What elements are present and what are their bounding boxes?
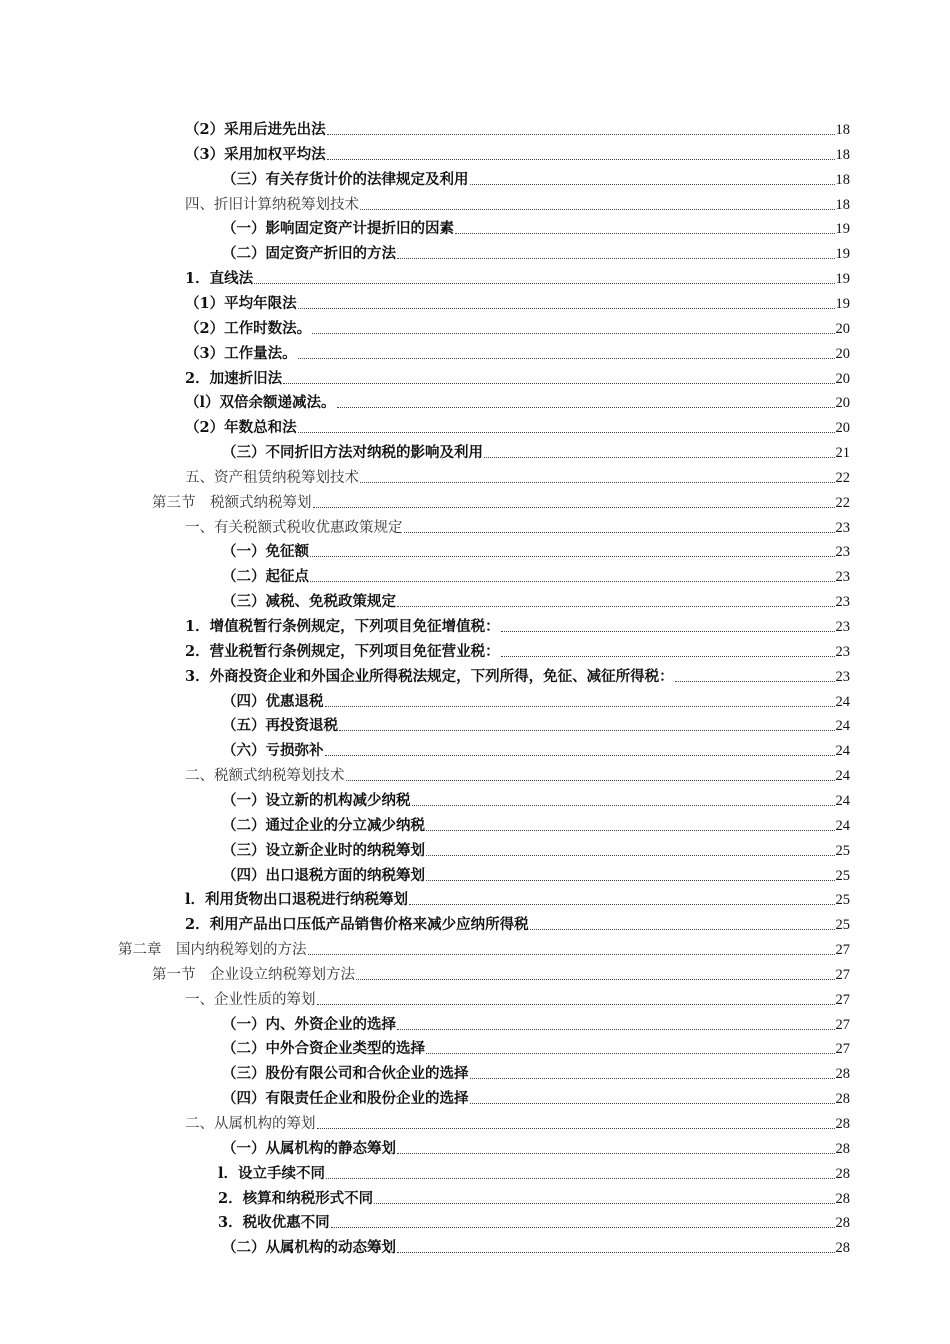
toc-entry-title: 二、税额式纳税筹划技术 bbox=[185, 768, 345, 785]
toc-page-number: 18 bbox=[835, 171, 850, 188]
toc-entry[interactable] bbox=[0, 463, 950, 488]
toc-page-number: 28 bbox=[835, 1190, 850, 1207]
toc-page-number: 28 bbox=[835, 1091, 850, 1108]
toc-page-number: 20 bbox=[835, 395, 850, 412]
toc-page-number: 18 bbox=[835, 196, 850, 213]
toc-dot-leader bbox=[360, 208, 835, 210]
toc-entry-title: （四）优惠退税 bbox=[222, 692, 324, 710]
toc-dot-leader bbox=[317, 1127, 835, 1129]
toc-entry[interactable] bbox=[0, 811, 950, 836]
toc-entry-title: （二）从属机构的动态筹划 bbox=[222, 1239, 396, 1257]
toc-dot-leader bbox=[675, 680, 835, 682]
toc-entry[interactable] bbox=[0, 1208, 950, 1233]
toc-dot-leader bbox=[325, 754, 835, 756]
toc-dot-leader bbox=[501, 630, 835, 632]
toc-entry-title: l．利用货物出口退税进行纳税筹划 bbox=[185, 891, 409, 909]
toc-dot-leader bbox=[501, 655, 835, 657]
toc-entry-title: （四）有限责任企业和股份企业的选择 bbox=[222, 1090, 469, 1108]
toc-entry-title: （2）采用后进先出法 bbox=[185, 121, 326, 138]
toc-entry-title: 3．税收优惠不同 bbox=[218, 1214, 330, 1232]
toc-dot-leader bbox=[426, 829, 835, 831]
toc-entry[interactable] bbox=[0, 1184, 950, 1209]
toc-dot-leader bbox=[308, 953, 835, 955]
toc-entry-title: 2．营业税暂行条例规定，下列项目免征营业税： bbox=[185, 642, 500, 660]
toc-dot-leader bbox=[455, 232, 835, 234]
toc-entry[interactable] bbox=[0, 165, 950, 190]
toc-page-number: 24 bbox=[835, 743, 850, 760]
toc-page-number: 24 bbox=[835, 718, 850, 735]
toc-entry-title: （3）工作量法。 bbox=[185, 344, 297, 362]
toc-page-number: 27 bbox=[835, 966, 850, 983]
toc-page-number: 20 bbox=[835, 320, 850, 337]
toc-entry[interactable] bbox=[0, 761, 950, 786]
toc-entry-title: （二）起征点 bbox=[222, 568, 309, 586]
toc-entry-title: （一）内、外资企业的选择 bbox=[222, 1015, 396, 1033]
toc-entry[interactable] bbox=[0, 1159, 950, 1184]
toc-entry-title: （二）通过企业的分立减少纳税 bbox=[222, 816, 425, 834]
toc-entry-title: 第二章 国内纳税筹划的方法 bbox=[118, 942, 307, 959]
toc-entry[interactable] bbox=[0, 960, 950, 985]
toc-entry[interactable] bbox=[0, 190, 950, 215]
toc-entry[interactable] bbox=[0, 736, 950, 761]
toc-page-number: 28 bbox=[835, 1140, 850, 1157]
toc-entry[interactable] bbox=[0, 687, 950, 712]
toc-entry[interactable] bbox=[0, 1034, 950, 1059]
toc-entry[interactable] bbox=[0, 140, 950, 165]
toc-dot-leader bbox=[397, 1152, 835, 1154]
toc-page-number: 20 bbox=[835, 420, 850, 437]
toc-page-number: 24 bbox=[835, 792, 850, 809]
toc-entry[interactable] bbox=[0, 214, 950, 239]
toc-entry-title: 1．增值税暂行条例规定，下列项目免征增值税： bbox=[185, 618, 500, 635]
toc-page-number: 28 bbox=[835, 1066, 850, 1083]
toc-dot-leader bbox=[426, 879, 835, 881]
toc-page-number: 23 bbox=[835, 594, 850, 611]
toc-entry-title: （l）双倍余额递减法。 bbox=[185, 394, 336, 412]
toc-dot-leader bbox=[326, 1177, 834, 1179]
toc-entry-title: （一）影响固定资产计提折旧的因素 bbox=[222, 220, 454, 238]
toc-entry[interactable] bbox=[0, 836, 950, 861]
toc-dot-leader bbox=[404, 531, 835, 533]
toc-dot-leader bbox=[298, 431, 835, 433]
toc-dot-leader bbox=[346, 779, 835, 781]
toc-entry[interactable] bbox=[0, 115, 950, 140]
toc-dot-leader bbox=[317, 1003, 835, 1005]
toc-entry[interactable] bbox=[0, 1233, 950, 1258]
toc-dot-leader bbox=[397, 1251, 835, 1253]
toc-dot-leader bbox=[298, 307, 835, 309]
toc-page-number: 24 bbox=[835, 817, 850, 834]
toc-dot-leader bbox=[325, 705, 835, 707]
toc-page-number: 19 bbox=[835, 246, 850, 263]
toc-entry-title: 2．加速折旧法 bbox=[185, 369, 283, 387]
toc-entry-title: 2．利用产品出口压低产品销售价格来减少应纳所得税 bbox=[185, 916, 529, 934]
toc-page-number: 20 bbox=[835, 370, 850, 387]
toc-page-number: 18 bbox=[835, 122, 850, 138]
toc-page-number: 25 bbox=[835, 867, 850, 884]
toc-page-number: 21 bbox=[835, 445, 850, 462]
toc-entry-title: （二）固定资产折旧的方法 bbox=[222, 245, 396, 263]
toc-entry[interactable] bbox=[0, 388, 950, 413]
toc-dot-leader bbox=[356, 978, 835, 980]
toc-dot-leader bbox=[298, 357, 835, 359]
toc-entry[interactable] bbox=[0, 1059, 950, 1084]
toc-page-number: 28 bbox=[835, 1240, 850, 1257]
toc-entry[interactable] bbox=[0, 711, 950, 736]
toc-entry[interactable] bbox=[0, 786, 950, 811]
toc-entry[interactable] bbox=[0, 587, 950, 612]
toc-entry[interactable] bbox=[0, 985, 950, 1010]
toc-page-number: 22 bbox=[835, 494, 850, 511]
toc-entry[interactable] bbox=[0, 314, 950, 339]
toc-entry-title: （一）免征额 bbox=[222, 543, 309, 561]
toc-dot-leader bbox=[339, 729, 835, 731]
toc-entry[interactable] bbox=[0, 935, 950, 960]
toc-page-number: 19 bbox=[835, 295, 850, 312]
toc-entry-title: 四、折旧计算纳税筹划技术 bbox=[185, 196, 359, 213]
toc-entry-title: （三）设立新企业时的纳税筹划 bbox=[222, 841, 425, 859]
toc-entry[interactable] bbox=[0, 364, 950, 389]
toc-entry-title: （三）有关存货计价的法律规定及利用 bbox=[222, 170, 469, 188]
toc-entry[interactable] bbox=[0, 264, 950, 289]
toc-entry[interactable] bbox=[0, 885, 950, 910]
toc-dot-leader bbox=[331, 1226, 835, 1228]
toc-entry-title: 1．直线法 bbox=[185, 270, 254, 288]
toc-entry-title: 第一节 企业设立纳税筹划方法 bbox=[152, 966, 355, 983]
toc-entry-title: 3．外商投资企业和外国企业所得税法规定，下列所得，免征、减征所得税： bbox=[185, 667, 674, 685]
toc-entry[interactable] bbox=[0, 562, 950, 587]
toc-page-number: 27 bbox=[835, 942, 850, 959]
toc-dot-leader bbox=[313, 506, 835, 508]
toc-entry[interactable] bbox=[0, 239, 950, 264]
toc-entry[interactable] bbox=[0, 488, 950, 513]
toc-dot-leader bbox=[310, 555, 835, 557]
toc-page-number: 20 bbox=[835, 345, 850, 362]
toc-entry[interactable] bbox=[0, 1134, 950, 1159]
toc-entry[interactable] bbox=[0, 662, 950, 687]
toc-dot-leader bbox=[426, 854, 835, 856]
toc-entry[interactable] bbox=[0, 513, 950, 538]
toc-page-number: 27 bbox=[835, 991, 850, 1008]
toc-dot-leader bbox=[470, 1102, 835, 1104]
toc-entry[interactable] bbox=[0, 637, 950, 662]
toc-dot-leader bbox=[312, 332, 834, 334]
toc-dot-leader bbox=[530, 928, 835, 930]
toc-entry-title: l．设立手续不同 bbox=[218, 1164, 326, 1182]
toc-dot-leader bbox=[360, 481, 835, 483]
toc-entry[interactable] bbox=[0, 1109, 950, 1134]
toc-dot-leader bbox=[337, 406, 835, 408]
toc-entry-title: 2．核算和纳税形式不同 bbox=[218, 1189, 374, 1207]
toc-dot-leader bbox=[470, 1077, 835, 1079]
toc-dot-leader bbox=[254, 282, 834, 284]
toc-page-number: 28 bbox=[835, 1116, 850, 1132]
toc-page-number: 23 bbox=[835, 569, 850, 586]
toc-entry-title: （3）采用加权平均法 bbox=[185, 145, 326, 163]
toc-page-number: 24 bbox=[835, 693, 850, 710]
toc-dot-leader bbox=[374, 1202, 834, 1204]
toc-page-number: 19 bbox=[835, 221, 850, 238]
toc-entry[interactable] bbox=[0, 1084, 950, 1109]
toc-entry-title: （三）股份有限公司和合伙企业的选择 bbox=[222, 1065, 469, 1083]
toc-page-number: 28 bbox=[835, 1165, 850, 1182]
toc-entry[interactable] bbox=[0, 339, 950, 364]
toc-entry-title: 五、资产租赁纳税筹划技术 bbox=[185, 469, 359, 486]
toc-page-number: 19 bbox=[835, 271, 850, 288]
toc-page-number: 25 bbox=[835, 892, 850, 909]
toc-entry-title: （一）从属机构的静态筹划 bbox=[222, 1139, 396, 1157]
toc-entry[interactable] bbox=[0, 1010, 950, 1035]
toc-entry[interactable] bbox=[0, 289, 950, 314]
toc-page-number: 28 bbox=[835, 1215, 850, 1232]
toc-dot-leader bbox=[484, 456, 835, 458]
toc-page-number: 27 bbox=[835, 1041, 850, 1058]
toc-entry-title: （三）不同折旧方法对纳税的影响及利用 bbox=[222, 444, 483, 462]
toc-entry-title: （三）减税、免税政策规定 bbox=[222, 593, 396, 611]
toc-page-number: 23 bbox=[835, 544, 850, 561]
toc-entry-title: 一、有关税额式税收优惠政策规定 bbox=[185, 519, 403, 536]
toc-entry-title: 第三节 税额式纳税筹划 bbox=[152, 494, 312, 511]
toc-dot-leader bbox=[426, 1052, 835, 1054]
toc-dot-leader bbox=[310, 580, 835, 582]
toc-dot-leader bbox=[397, 605, 835, 607]
toc-dot-leader bbox=[412, 804, 835, 806]
toc-entry[interactable] bbox=[0, 537, 950, 562]
toc-entry-title: （五）再投资退税 bbox=[222, 717, 338, 735]
toc-page-number: 23 bbox=[835, 668, 850, 685]
toc-entry-title: （六）亏损弥补 bbox=[222, 742, 324, 760]
toc-page-number: 23 bbox=[835, 643, 850, 660]
toc-entry[interactable] bbox=[0, 612, 950, 637]
toc-dot-leader bbox=[327, 158, 835, 160]
toc-page-number: 27 bbox=[835, 1016, 850, 1033]
toc-dot-leader bbox=[283, 382, 834, 384]
toc-entry-title: （2）工作时数法。 bbox=[185, 319, 312, 337]
toc-dot-leader bbox=[409, 903, 834, 905]
toc-page-number: 25 bbox=[835, 917, 850, 934]
toc-entry-title: （2）年数总和法 bbox=[185, 419, 297, 437]
toc-dot-leader bbox=[470, 183, 835, 185]
toc-dot-leader bbox=[397, 257, 835, 259]
toc-entry-title: （一）设立新的机构减少纳税 bbox=[222, 791, 411, 809]
toc-entry[interactable] bbox=[0, 910, 950, 935]
toc-page-number: 18 bbox=[835, 146, 850, 163]
toc-entry-title: （二）中外合资企业类型的选择 bbox=[222, 1040, 425, 1058]
toc-entry[interactable] bbox=[0, 413, 950, 438]
toc-entry[interactable] bbox=[0, 438, 950, 463]
toc-page-number: 22 bbox=[835, 469, 850, 486]
toc-dot-leader bbox=[327, 133, 835, 135]
toc-entry-title: （四）出口退税方面的纳税筹划 bbox=[222, 866, 425, 884]
toc-page-number: 24 bbox=[835, 768, 850, 785]
toc-dot-leader bbox=[397, 1028, 835, 1030]
toc-entry-title: （1）平均年限法 bbox=[185, 294, 297, 312]
toc-entry[interactable] bbox=[0, 861, 950, 886]
toc-page-number: 23 bbox=[835, 619, 850, 635]
toc-page-number: 23 bbox=[835, 519, 850, 536]
toc-entry-title: 一、企业性质的筹划 bbox=[185, 991, 316, 1008]
toc-entry-title: 二、从属机构的筹划 bbox=[185, 1116, 316, 1132]
toc-page-number: 25 bbox=[835, 842, 850, 859]
